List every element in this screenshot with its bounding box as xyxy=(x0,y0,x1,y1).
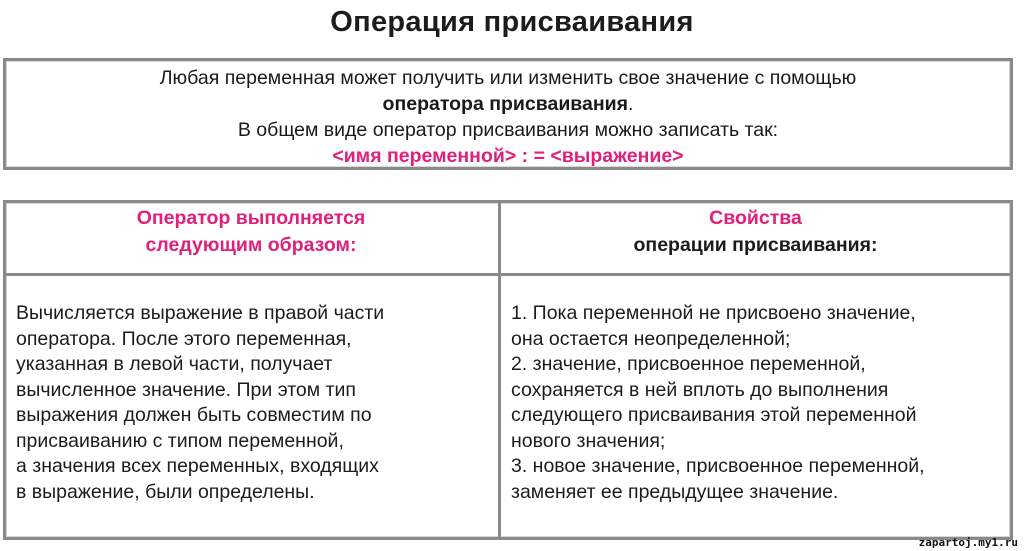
right-body-line: сохраняется в ней вплоть до выполнения xyxy=(511,378,889,401)
right-body-line: 3. новое значение, присвоенное переменной, xyxy=(511,455,925,477)
left-body-line: в выражение, были определены. xyxy=(16,480,315,503)
intro-line-2-tail: . xyxy=(628,93,634,115)
header-divider xyxy=(6,273,1010,276)
left-body-line: а значения всех переменных, входящих xyxy=(16,455,379,477)
left-header-line: следующим образом: xyxy=(145,234,357,256)
right-column-header xyxy=(501,205,1010,259)
right-body-line: 1. Пока переменной не присвоено значение, xyxy=(511,302,916,324)
left-column-header xyxy=(6,205,496,259)
right-column-body xyxy=(511,301,1006,505)
intro-box xyxy=(3,58,1013,170)
left-column-body xyxy=(16,301,486,505)
right-header-subtitle: операции присваивания: xyxy=(633,234,878,256)
right-body-line: заменяет ее предыдущее значение. xyxy=(511,480,839,503)
right-body-line: она остается неопределенной; xyxy=(511,327,791,350)
left-body-line: оператора. После этого переменная, xyxy=(16,327,352,350)
page-title: Операция присваивания xyxy=(330,6,694,38)
intro-line-3: В общем виде оператор присваивания можно записать так: xyxy=(237,119,779,141)
intro-line-1: Любая переменная может получить или изменить свое значение с помощью xyxy=(159,67,857,89)
left-body-line: выражения должен быть совместим по xyxy=(16,404,372,426)
left-body-line: присваиванию с типом переменной, xyxy=(16,429,344,452)
intro-line-2 xyxy=(6,91,1010,117)
right-header-title: Свойства xyxy=(709,207,802,229)
left-body-line: Вычисляется выражение в правой части xyxy=(16,302,385,324)
assignment-formula: <имя переменной> : = <выражение> xyxy=(332,145,684,167)
right-body-line: следующего присваивания этой переменной xyxy=(511,404,917,426)
right-body-line: нового значения; xyxy=(511,429,666,452)
right-body-line: 2. значение, присвоенное переменной, xyxy=(511,353,866,375)
left-header-line: Оператор выполняется xyxy=(136,207,366,229)
intro-operator-term: оператора присваивания xyxy=(382,93,629,115)
left-body-line: вычисленное значение. При этом тип xyxy=(16,378,356,401)
site-watermark: zapartoj.my1.ru xyxy=(918,536,1018,549)
left-body-line: указанная в левой части, получает xyxy=(16,353,333,375)
comparison-table xyxy=(3,200,1013,540)
